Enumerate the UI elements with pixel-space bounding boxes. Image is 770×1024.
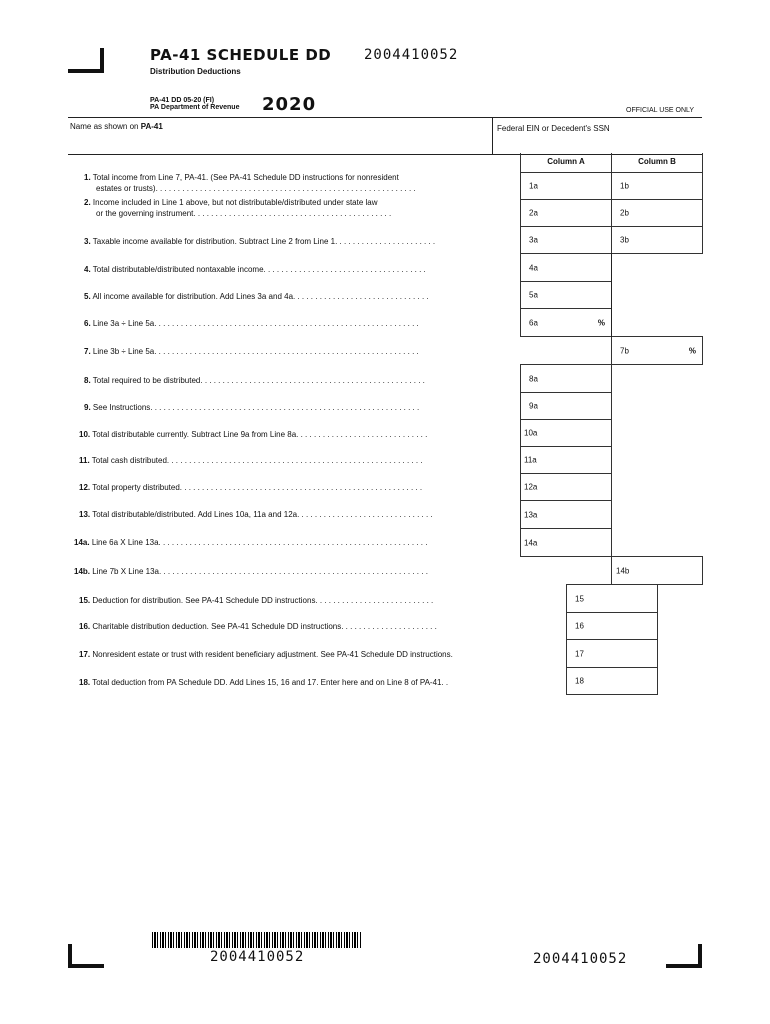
corner-mark-top-left <box>68 69 104 73</box>
barcode-text: 2004410052 <box>210 949 305 965</box>
field-15[interactable] <box>566 584 658 613</box>
line-7-number: 7. <box>84 347 91 356</box>
line-16 <box>79 621 437 632</box>
column-b-header <box>611 153 703 173</box>
line-11-number: 11. <box>79 456 90 465</box>
field-10a[interactable] <box>520 419 612 447</box>
line-7 <box>84 346 419 357</box>
line-3-text: Taxable income available for distribution. Subtract Line 2 from Line 1. . . . . . . . . . . . . . . . . . . . . . . <box>92 237 436 246</box>
department-name: PA Department of Revenue <box>150 104 240 111</box>
line-16-number: 16. <box>79 622 91 631</box>
line-9-text: See Instructions. . . . . . . . . . . . . . . . . . . . . . . . . . . . . . . . . . . . . . . . . . . . . . . . . . . . . . . . . . . . . <box>92 403 420 412</box>
field-3b[interactable] <box>611 226 703 254</box>
field-7b-percent: % <box>688 346 696 355</box>
line-4 <box>84 264 426 275</box>
column-a-label: Column A <box>547 157 585 166</box>
column-b-label: Column B <box>638 157 676 166</box>
line-15 <box>79 595 433 606</box>
line-8-number: 8. <box>84 376 91 385</box>
name-input[interactable] <box>68 132 492 154</box>
line-2-text: Income included in Line 1 above, but not distributable/distributed under state law <box>92 198 378 207</box>
line-14a-text: Line 6a X Line 13a. . . . . . . . . . . . . . . . . . . . . . . . . . . . . . . . . . . . . . . . . . . . . . . . . . . . . . . . . . . . . <box>91 538 428 547</box>
line-15-number: 15. <box>79 596 91 605</box>
line-18-number: 18. <box>79 678 91 687</box>
line-17-text: Nonresident estate or trust with resident beneficiary adjustment. See PA-41 Schedule DD instructions. <box>92 650 453 659</box>
field-7b-label: 7b <box>620 346 629 355</box>
line-11-text: Total cash distributed. . . . . . . . . . . . . . . . . . . . . . . . . . . . . . . . . . . . . . . . . . . . . . . . . . . . . . . . . . <box>91 456 423 465</box>
column-b-divider <box>611 253 612 337</box>
form-code-bottom: 2004410052 <box>533 951 628 967</box>
field-8a[interactable] <box>520 364 612 393</box>
field-3a[interactable] <box>520 226 612 254</box>
line-2-text-cont: or the governing instrument. . . . . . . . . . . . . . . . . . . . . . . . . . . . . . . . . . . . . . . . . . . . . <box>96 209 392 218</box>
ein-input[interactable] <box>493 134 702 154</box>
line-14b-number: 14b. <box>74 567 91 576</box>
field-2b-label: 2b <box>620 208 629 218</box>
ein-label: Federal EIN or Decedent's SSN <box>497 124 610 133</box>
name-label <box>70 122 163 131</box>
field-11a[interactable] <box>520 446 612 474</box>
line-13 <box>79 509 433 520</box>
line-10-text: Total distributable currently. Subtract Line 9a from Line 8a. . . . . . . . . . . . . . . . . . . . . . . . . . . . . . <box>92 430 428 439</box>
field-16-label: 16 <box>575 621 584 631</box>
line-12-number: 12. <box>79 483 91 492</box>
field-13a-label: 13a <box>524 510 538 519</box>
form-subtitle: Distribution Deductions <box>150 67 241 76</box>
field-1b-label: 1b <box>620 181 629 191</box>
header-rule <box>68 117 702 118</box>
corner-mark-bottom-left <box>68 964 104 968</box>
line-18-text: Total deduction from PA Schedule DD. Add Lines 15, 16 and 17. Enter here and on Line 8 of PA-41. . <box>92 678 449 687</box>
field-2a[interactable] <box>520 199 612 227</box>
line-7-text: Line 3b ÷ Line 5a. . . . . . . . . . . . . . . . . . . . . . . . . . . . . . . . . . . . . . . . . . . . . . . . . . . . . . . . . . . . <box>92 347 419 356</box>
field-12a-label: 12a <box>524 482 538 492</box>
line-9-number: 9. <box>84 403 91 412</box>
field-3b-label: 3b <box>620 235 629 245</box>
line-15-text: Deduction for distribution. See PA-41 Schedule DD instructions. . . . . . . . . . . . . . . . . . . . . . . . . . . <box>92 596 434 605</box>
line-8 <box>84 375 425 386</box>
field-6a-label: 6a <box>529 318 538 327</box>
line-10 <box>79 429 427 440</box>
line-5-text: All income available for distribution. Add Lines 3a and 4a. . . . . . . . . . . . . . . . . . . . . . . . . . . . . . . <box>92 292 429 301</box>
tax-year: 2020 <box>262 94 317 115</box>
field-5a-label: 5a <box>529 290 538 300</box>
field-3a-label: 3a <box>529 235 538 245</box>
line-1-text-cont: estates or trusts). . . . . . . . . . . . . . . . . . . . . . . . . . . . . . . . . . . . . . . . . . . . . . . . . . . . . . . . . . . <box>96 184 416 193</box>
form-code-top: 2004410052 <box>364 47 459 63</box>
field-10a-label: 10a <box>524 428 538 438</box>
corner-mark-bottom-left-v <box>68 944 72 968</box>
field-14b[interactable] <box>611 556 703 585</box>
line-18 <box>79 677 448 688</box>
line-1-text: Total income from Line 7, PA-41. (See PA-41 Schedule DD instructions for nonresident <box>92 173 399 182</box>
line-3 <box>84 236 435 247</box>
line-5 <box>84 291 429 302</box>
barcode-image <box>152 932 362 948</box>
field-1a-label: 1a <box>529 181 538 191</box>
line-3-number: 3. <box>84 237 91 246</box>
field-1b[interactable] <box>611 172 703 200</box>
corner-mark-top-left-v <box>100 48 104 73</box>
line-4-number: 4. <box>84 265 91 274</box>
name-label-bold: PA-41 <box>140 122 163 131</box>
field-18-label: 18 <box>575 676 584 686</box>
field-1a[interactable] <box>520 172 612 200</box>
line-14b <box>74 566 428 577</box>
field-2a-label: 2a <box>529 208 538 218</box>
line-5-number: 5. <box>84 292 91 301</box>
line-17-number: 17. <box>79 650 91 659</box>
field-15-label: 15 <box>575 594 584 603</box>
field-5a[interactable] <box>520 281 612 309</box>
line-6 <box>84 318 419 329</box>
line-4-text: Total distributable/distributed nontaxable income. . . . . . . . . . . . . . . . . . . . . . . . . . . . . . . . . . . . . <box>92 265 426 274</box>
field-6a[interactable] <box>520 308 612 337</box>
official-use-label: OFFICIAL USE ONLY <box>626 107 695 114</box>
field-14a-label: 14a <box>524 538 538 547</box>
line-1-number: 1. <box>84 173 91 182</box>
line-13-number: 13. <box>79 510 91 519</box>
field-14a[interactable] <box>520 528 612 557</box>
field-11a-label: 11a <box>524 455 537 465</box>
field-13a[interactable] <box>520 500 612 529</box>
field-4a-label: 4a <box>529 263 538 272</box>
corner-mark-bottom-right-v <box>698 944 702 968</box>
line-16-text: Charitable distribution deduction. See PA-41 Schedule DD instructions. . . . . . . . . . . . . . . . . . . . . . <box>92 622 437 631</box>
line-8-text: Total required to be distributed. . . . . . . . . . . . . . . . . . . . . . . . . . . . . . . . . . . . . . . . . . . . . . . . . . . <box>92 376 425 385</box>
line-17 <box>79 649 453 660</box>
line-1 <box>84 172 416 194</box>
line-14a <box>74 537 427 548</box>
line-2-number: 2. <box>84 198 91 207</box>
line-2 <box>84 197 391 219</box>
field-9a[interactable] <box>520 392 612 420</box>
column-a-header <box>520 153 612 173</box>
field-6a-percent: % <box>597 318 605 327</box>
field-16[interactable] <box>566 612 658 640</box>
line-9 <box>84 402 419 413</box>
corner-mark-bottom-right <box>666 964 702 968</box>
line-11 <box>79 455 423 466</box>
line-12-text: Total property distributed. . . . . . . . . . . . . . . . . . . . . . . . . . . . . . . . . . . . . . . . . . . . . . . . . . . . . . . <box>92 483 423 492</box>
form-title: PA-41 SCHEDULE DD <box>150 46 332 64</box>
line-6-text: Line 3a ÷ Line 5a. . . . . . . . . . . . . . . . . . . . . . . . . . . . . . . . . . . . . . . . . . . . . . . . . . . . . . . . . . . . <box>92 319 419 328</box>
name-label-text: Name as shown on <box>70 122 139 131</box>
field-9a-label: 9a <box>529 401 538 411</box>
field-4a[interactable] <box>520 253 612 282</box>
field-18[interactable] <box>566 667 658 695</box>
revision-code: PA-41 DD 05-20 (FI) <box>150 97 215 104</box>
field-17-label: 17 <box>575 649 584 658</box>
field-7b[interactable] <box>611 336 703 365</box>
line-10-number: 10. <box>79 430 91 439</box>
field-8a-label: 8a <box>529 374 538 383</box>
field-14b-label: 14b <box>616 566 630 575</box>
line-6-number: 6. <box>84 319 91 328</box>
field-17[interactable] <box>566 639 658 668</box>
field-2b[interactable] <box>611 199 703 227</box>
line-14a-number: 14a. <box>74 538 90 547</box>
line-13-text: Total distributable/distributed. Add Lines 10a, 11a and 12a. . . . . . . . . . . . . . . . . . . . . . . . . . . . . . . <box>92 510 433 519</box>
line-12 <box>79 482 422 493</box>
line-14b-text: Line 7b X Line 13a. . . . . . . . . . . . . . . . . . . . . . . . . . . . . . . . . . . . . . . . . . . . . . . . . . . . . . . . . . . . . <box>92 567 428 576</box>
field-12a[interactable] <box>520 473 612 501</box>
